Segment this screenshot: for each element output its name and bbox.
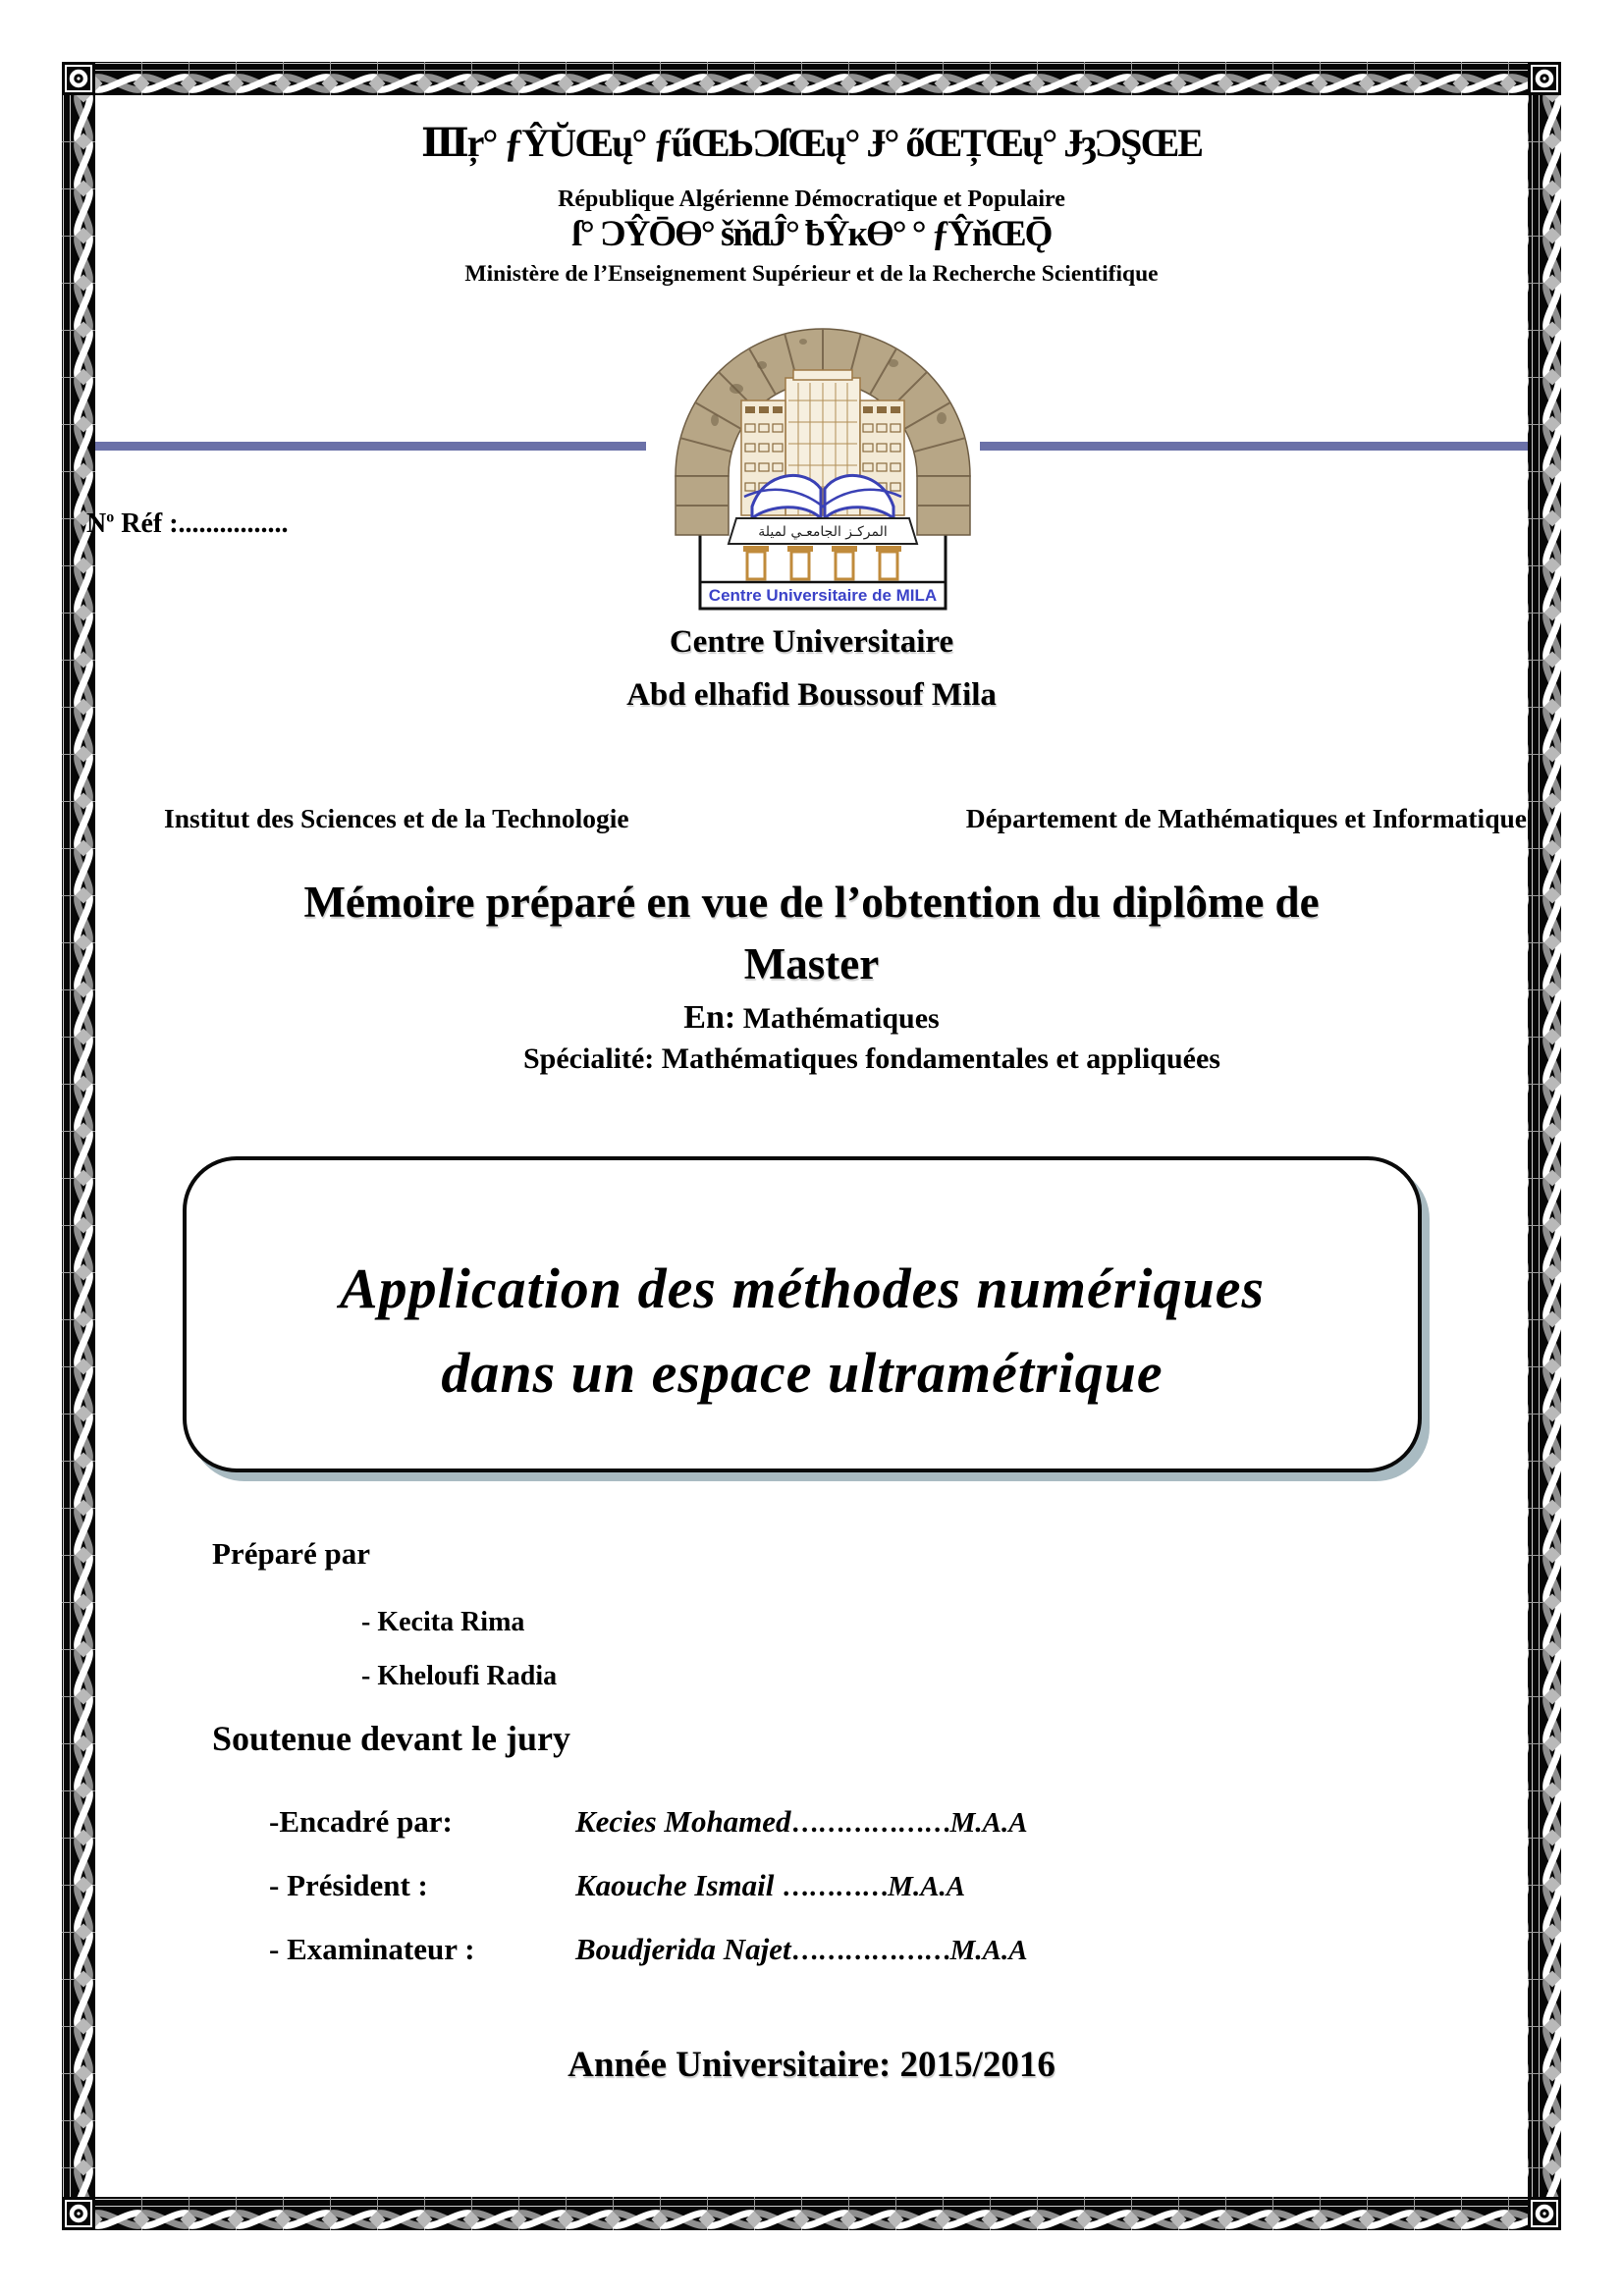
jury-role: - Président : <box>269 1868 428 1902</box>
jury-dots: ………… <box>782 1872 889 1902</box>
border-corner-ornament <box>62 62 95 95</box>
jury-heading: Soutenue devant le jury <box>212 1719 571 1758</box>
thesis-title-line1: Application des méthodes numériques <box>339 1256 1266 1320</box>
jury-name: Boudjerida Najet <box>575 1932 791 1966</box>
university-name-line1: Centre Universitaire <box>669 624 954 660</box>
thesis-title-line2: dans un espace ultramétrique <box>441 1341 1163 1405</box>
jury-name: Kaouche Ismail <box>575 1868 783 1902</box>
logo-banner <box>729 518 917 544</box>
arabic-header-line-2: ſ° ƆŶŌƟ° šňƌĴ° ƀŶĸƟ° ° ƒŶňŒǬ <box>571 214 1052 254</box>
en-line <box>0 999 1623 1037</box>
prepared-by-label: Préparé par <box>212 1536 370 1571</box>
specialite-line: Spécialité: Mathématiques fondamentales et appliquées <box>523 1042 1220 1075</box>
university-name-line2: Abd elhafid Boussouf Mila <box>626 677 997 713</box>
jury-grade: M.A.A <box>888 1871 966 1902</box>
en-value: Mathématiques <box>735 1002 940 1035</box>
memoire-line: Mémoire préparé en vue de l’obtention du diplôme de <box>303 878 1320 927</box>
ref-sup: o <box>106 508 115 526</box>
author-2: - Kheloufi Radia <box>361 1661 558 1691</box>
logo-banner-arabic-text: المركـز الجامعـي لميلة <box>758 524 888 540</box>
jury-dots: ……………… <box>790 1808 950 1839</box>
jury-role: - Examinateur : <box>269 1932 475 1966</box>
ministere-line: Ministère de l’Enseignement Supérieur et de la Recherche Scientifique <box>464 261 1159 287</box>
jury-name: Kecies Mohamed <box>575 1804 791 1839</box>
en-label: En: <box>683 999 736 1036</box>
institute-name: Institut des Sciences et de la Technologie <box>164 803 629 833</box>
university-logo <box>646 324 980 616</box>
republique-line: République Algérienne Démocratique et Populaire <box>558 187 1065 212</box>
academic-year-line: Année Universitaire: 2015/2016 <box>568 2045 1055 2085</box>
department-name: Département de Mathématiques et Informatique <box>965 803 1527 833</box>
jury-dots: ……………… <box>790 1936 950 1966</box>
border-corner-ornament <box>62 2197 95 2230</box>
border-corner-ornament <box>1528 62 1561 95</box>
jury-row-president <box>269 1868 1447 1903</box>
arabic-header-line-1: Ⅲŗ° ƒŶŬŒų° ƒűŒƄƆſŒų° Ɉ° őŒȚŒų° ɈȝƆŞŒE <box>420 121 1203 165</box>
author-1: - Kecita Rima <box>361 1607 525 1637</box>
jury-row-examinateur <box>269 1932 1447 1967</box>
logo-caption-text: Centre Universitaire de MILA <box>708 586 938 605</box>
jury-grade: M.A.A <box>949 1807 1028 1839</box>
ref-dots: Réf :................ <box>114 508 289 539</box>
jury-grade: M.A.A <box>949 1935 1028 1966</box>
reference-number <box>86 508 289 540</box>
border-corner-ornament <box>1528 2197 1561 2230</box>
jury-role: -Encadré par: <box>269 1804 453 1839</box>
thesis-title-box <box>183 1156 1422 1472</box>
jury-row-encadre <box>269 1804 1447 1840</box>
ref-n: N <box>86 508 107 539</box>
institutions-row <box>164 803 1527 834</box>
master-line: Master <box>743 939 880 988</box>
